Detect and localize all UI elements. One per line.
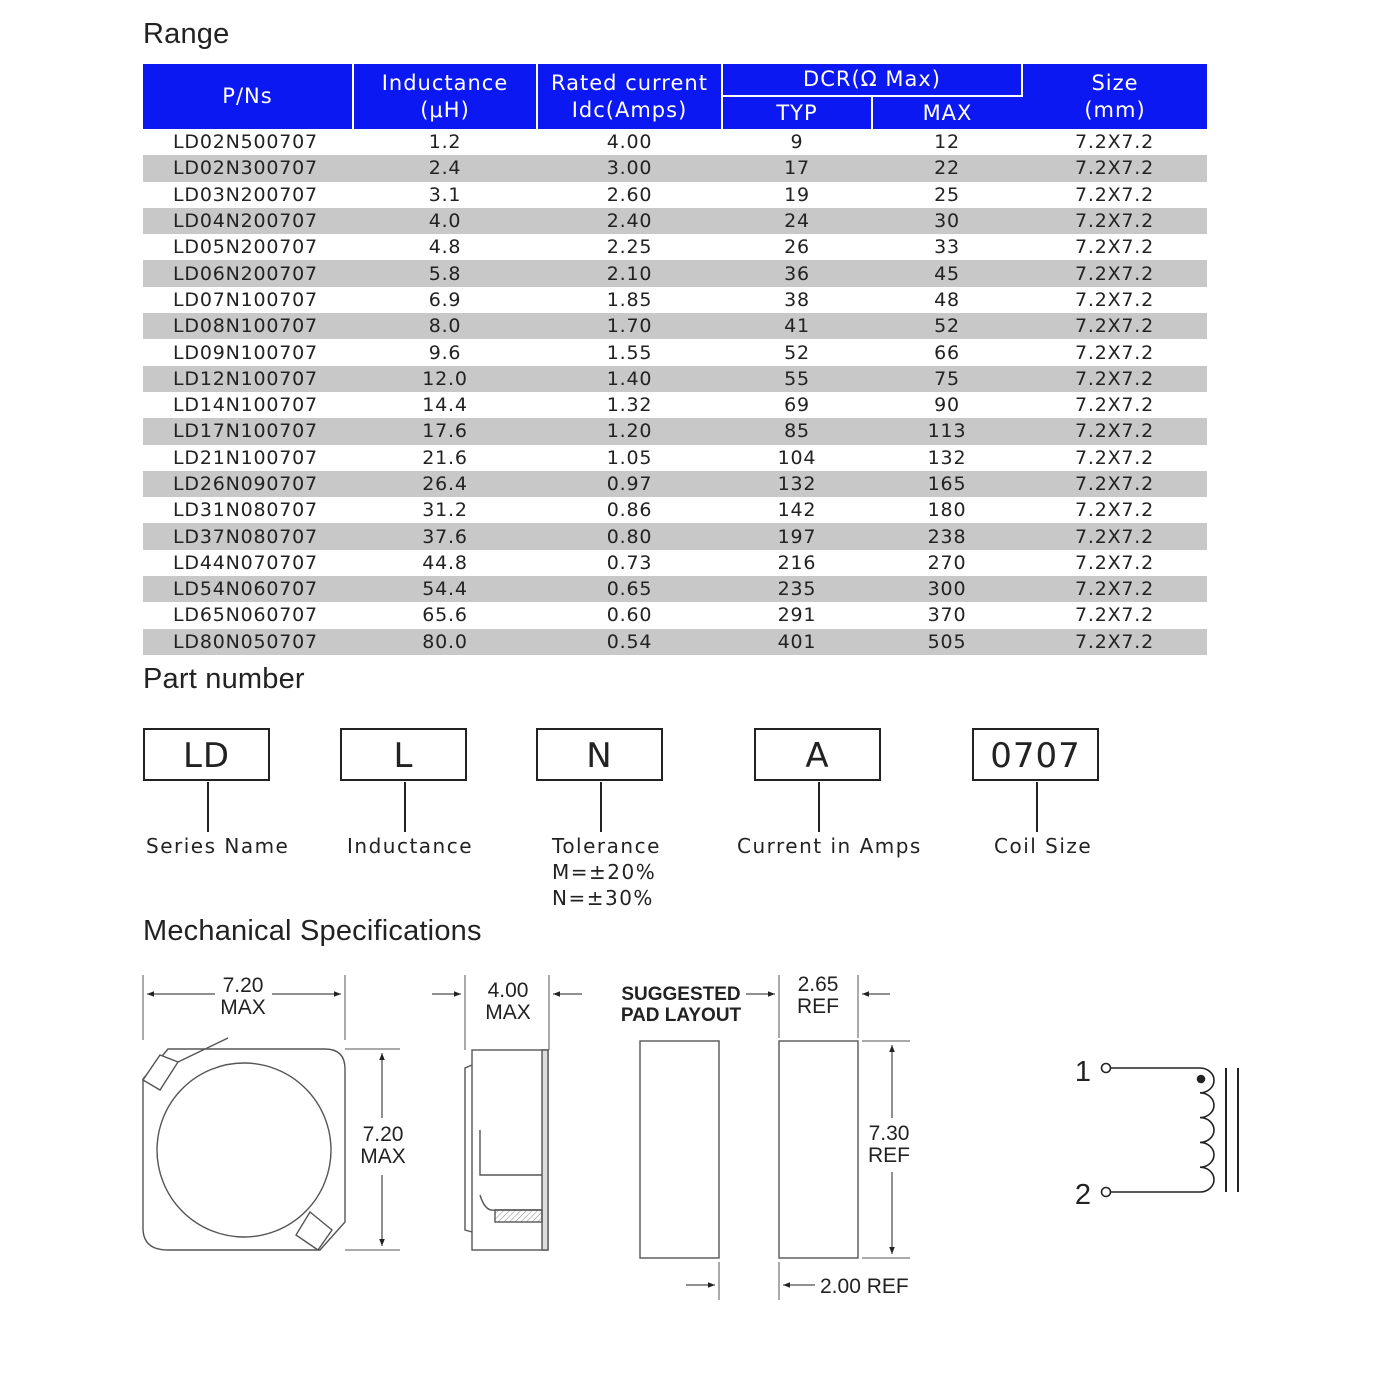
- cell-size: 7.2X7.2: [1074, 131, 1155, 154]
- cell-inductance: 9.6: [428, 341, 462, 364]
- cell-part-number: LD21N100707: [173, 446, 318, 469]
- cell-dcr-typ: 24: [722, 208, 872, 234]
- table-row: [143, 392, 1207, 418]
- cell-dcr-max: 33: [934, 236, 960, 259]
- header-inductance: Inductance (μH): [353, 64, 537, 129]
- cell-rated-current: 0.97: [537, 471, 722, 497]
- cell-rated-current: 1.85: [606, 288, 653, 311]
- cell-dcr-typ: 216: [777, 551, 817, 574]
- cell-dcr-max: 505: [872, 629, 1022, 655]
- cell-size: 7.2X7.2: [1074, 288, 1155, 311]
- pn-connector: [818, 782, 820, 832]
- table-row: [143, 629, 1207, 655]
- cell-inductance: 3.1: [428, 183, 462, 206]
- header-rated-current: Rated current Idc(Amps): [537, 64, 722, 129]
- cell-rated-current: 2.40: [537, 208, 722, 234]
- pn-tolerance-n: N=±30%: [552, 886, 654, 910]
- cell-dcr-typ: 19: [784, 183, 810, 206]
- cell-rated-current: 2.60: [606, 183, 653, 206]
- table-row: [143, 208, 1207, 234]
- cell-dcr-max: 12: [934, 131, 960, 154]
- cell-inductance: 44.8: [422, 551, 468, 574]
- cell-part-number: LD06N200707: [143, 260, 353, 286]
- pn-connector: [404, 782, 406, 832]
- cell-dcr-max: 238: [872, 523, 1022, 549]
- cell-dcr-typ: 69: [784, 394, 810, 417]
- cell-part-number: LD08N100707: [143, 313, 353, 339]
- cell-dcr-typ: 55: [722, 366, 872, 392]
- cell-dcr-max: 300: [872, 576, 1022, 602]
- top-width-unit: MAX: [220, 996, 266, 1019]
- cell-size: 7.2X7.2: [1022, 155, 1207, 181]
- cell-dcr-typ: 132: [722, 471, 872, 497]
- cell-dcr-max: 165: [872, 471, 1022, 497]
- header-size: Size (mm): [1022, 64, 1207, 129]
- cell-size: 7.2X7.2: [1074, 446, 1155, 469]
- cell-part-number: LD09N100707: [173, 341, 318, 364]
- cell-rated-current: 1.05: [606, 446, 653, 469]
- cell-inductance: 54.4: [353, 576, 537, 602]
- top-width-value: 7.20: [222, 974, 264, 997]
- table-row: [143, 287, 1207, 313]
- cell-dcr-max: 132: [927, 446, 967, 469]
- pin-1-label: 1: [1074, 1056, 1092, 1088]
- pad-layout-title-2: PAD LAYOUT: [620, 1005, 742, 1026]
- side-width-value: 4.00: [487, 979, 529, 1002]
- cell-inductance: 65.6: [422, 604, 468, 627]
- cell-dcr-typ: 36: [722, 260, 872, 286]
- cell-dcr-max: 52: [872, 313, 1022, 339]
- table-row: [143, 523, 1207, 549]
- cell-dcr-typ: 52: [784, 341, 810, 364]
- cell-rated-current: 0.73: [606, 551, 653, 574]
- table-row: [143, 366, 1207, 392]
- cell-size: 7.2X7.2: [1022, 260, 1207, 286]
- cell-size: 7.2X7.2: [1074, 236, 1155, 259]
- cell-dcr-max: 75: [872, 366, 1022, 392]
- cell-part-number: LD31N080707: [173, 499, 318, 522]
- table-row: [143, 155, 1207, 181]
- pad-height-unit: REF: [868, 1144, 910, 1167]
- pn-label-coil-size: Coil Size: [994, 834, 1093, 858]
- cell-dcr-max: 270: [927, 551, 967, 574]
- cell-dcr-typ: 291: [777, 604, 817, 627]
- cell-dcr-typ: 41: [722, 313, 872, 339]
- pn-box-coil-size: 0707: [972, 728, 1099, 781]
- cell-dcr-max: 22: [872, 155, 1022, 181]
- cell-inductance: 4.8: [428, 236, 462, 259]
- cell-dcr-max: 370: [927, 604, 967, 627]
- cell-dcr-typ: 104: [777, 446, 817, 469]
- cell-dcr-max: 180: [927, 499, 967, 522]
- cell-rated-current: 0.80: [537, 523, 722, 549]
- table-row: [143, 339, 1207, 365]
- cell-inductance: 31.2: [422, 499, 468, 522]
- cell-dcr-typ: 85: [722, 418, 872, 444]
- top-view: [143, 975, 400, 1250]
- table-row: [143, 260, 1207, 286]
- side-width-unit: MAX: [485, 1001, 531, 1024]
- mechanical-title: Mechanical Specifications: [143, 915, 482, 947]
- cell-dcr-max: 45: [872, 260, 1022, 286]
- cell-rated-current: 1.32: [606, 394, 653, 417]
- cell-size: 7.2X7.2: [1074, 604, 1155, 627]
- cell-inductance: 6.9: [428, 288, 462, 311]
- cell-part-number: LD26N090707: [143, 471, 353, 497]
- cell-dcr-typ: 17: [722, 155, 872, 181]
- cell-rated-current: 0.86: [606, 499, 653, 522]
- header-dcr-max: MAX: [872, 96, 1022, 129]
- table-row: [143, 182, 1207, 208]
- cell-dcr-typ: 401: [722, 629, 872, 655]
- header-dcr-typ: TYP: [722, 96, 872, 129]
- cell-dcr-max: 30: [872, 208, 1022, 234]
- cell-size: 7.2X7.2: [1074, 183, 1155, 206]
- cell-dcr-max: 66: [934, 341, 960, 364]
- pn-box-series: LD: [143, 728, 270, 781]
- pad-gap-label: 2.00 REF: [820, 1275, 909, 1298]
- cell-size: 7.2X7.2: [1074, 499, 1155, 522]
- cell-rated-current: 0.65: [537, 576, 722, 602]
- table-row: [143, 471, 1207, 497]
- range-title: Range: [143, 18, 230, 50]
- header-pn: P/Ns: [143, 64, 353, 129]
- pn-box-tolerance: N: [536, 728, 663, 781]
- cell-size: 7.2X7.2: [1074, 551, 1155, 574]
- cell-rated-current: 0.60: [606, 604, 653, 627]
- cell-part-number: LD14N100707: [173, 394, 318, 417]
- cell-part-number: LD17N100707: [143, 418, 353, 444]
- cell-dcr-max: 48: [934, 288, 960, 311]
- cell-inductance: 12.0: [353, 366, 537, 392]
- cell-size: 7.2X7.2: [1074, 341, 1155, 364]
- cell-rated-current: 1.20: [537, 418, 722, 444]
- pn-connector: [600, 782, 602, 832]
- cell-part-number: LD44N070707: [173, 551, 318, 574]
- cell-rated-current: 4.00: [606, 131, 653, 154]
- cell-inductance: 21.6: [422, 446, 468, 469]
- pin-2-label: 2: [1074, 1179, 1092, 1211]
- table-row: [143, 445, 1207, 471]
- cell-part-number: LD02N500707: [173, 131, 318, 154]
- pn-box-current: A: [754, 728, 881, 781]
- cell-dcr-max: 90: [934, 394, 960, 417]
- cell-inductance: 14.4: [422, 394, 468, 417]
- cell-size: 7.2X7.2: [1022, 523, 1207, 549]
- cell-inductance: 80.0: [353, 629, 537, 655]
- cell-rated-current: 1.70: [537, 313, 722, 339]
- cell-dcr-typ: 38: [784, 288, 810, 311]
- cell-dcr-typ: 197: [722, 523, 872, 549]
- range-table: [143, 64, 1207, 655]
- cell-size: 7.2X7.2: [1022, 208, 1207, 234]
- cell-rated-current: 1.55: [606, 341, 653, 364]
- cell-size: 7.2X7.2: [1022, 418, 1207, 444]
- header-dcr: DCR(Ω Max): [722, 64, 1022, 96]
- cell-rated-current: 2.10: [537, 260, 722, 286]
- pn-tolerance-m: M=±20%: [552, 860, 657, 884]
- table-row: [143, 576, 1207, 602]
- table-row: [143, 129, 1207, 155]
- cell-inductance: 17.6: [353, 418, 537, 444]
- cell-part-number: LD12N100707: [143, 366, 353, 392]
- cell-size: 7.2X7.2: [1022, 471, 1207, 497]
- cell-rated-current: 1.40: [537, 366, 722, 392]
- cell-part-number: LD05N200707: [173, 236, 318, 259]
- cell-size: 7.2X7.2: [1022, 629, 1207, 655]
- cell-inductance: 1.2: [428, 131, 462, 154]
- table-row: [143, 418, 1207, 444]
- cell-rated-current: 0.54: [537, 629, 722, 655]
- pn-connector: [1036, 782, 1038, 832]
- cell-dcr-max: 25: [934, 183, 960, 206]
- top-height-value: 7.20: [362, 1123, 404, 1146]
- pn-label-series: Series Name: [146, 834, 290, 858]
- cell-inductance: 4.0: [353, 208, 537, 234]
- pn-label-current: Current in Amps: [737, 834, 922, 858]
- cell-inductance: 5.8: [353, 260, 537, 286]
- cell-size: 7.2X7.2: [1022, 313, 1207, 339]
- cell-dcr-typ: 142: [777, 499, 817, 522]
- cell-size: 7.2X7.2: [1074, 394, 1155, 417]
- pad-width-unit: REF: [797, 995, 839, 1018]
- table-row: [143, 497, 1207, 523]
- cell-inductance: 2.4: [353, 155, 537, 181]
- cell-dcr-max: 113: [872, 418, 1022, 444]
- pn-label-inductance: Inductance: [347, 834, 474, 858]
- cell-part-number: LD65N060707: [173, 604, 318, 627]
- cell-rated-current: 2.25: [606, 236, 653, 259]
- part-number-title: Part number: [143, 663, 305, 695]
- cell-part-number: LD80N050707: [143, 629, 353, 655]
- top-height-unit: MAX: [360, 1145, 406, 1168]
- pn-connector: [207, 782, 209, 832]
- cell-part-number: LD02N300707: [143, 155, 353, 181]
- cell-inductance: 26.4: [353, 471, 537, 497]
- cell-part-number: LD04N200707: [143, 208, 353, 234]
- cell-part-number: LD07N100707: [173, 288, 318, 311]
- pad-width-value: 2.65: [797, 973, 839, 996]
- cell-dcr-typ: 26: [784, 236, 810, 259]
- pad-layout-title-1: SUGGESTED: [621, 984, 741, 1005]
- table-row: [143, 234, 1207, 260]
- cell-dcr-typ: 9: [790, 131, 804, 154]
- pad-height-value: 7.30: [868, 1122, 910, 1145]
- cell-inductance: 37.6: [353, 523, 537, 549]
- cell-size: 7.2X7.2: [1022, 576, 1207, 602]
- cell-part-number: LD54N060707: [143, 576, 353, 602]
- cell-rated-current: 3.00: [537, 155, 722, 181]
- cell-inductance: 8.0: [353, 313, 537, 339]
- cell-part-number: LD37N080707: [143, 523, 353, 549]
- mechanical-drawing: [0, 960, 1400, 1310]
- cell-dcr-typ: 235: [722, 576, 872, 602]
- table-row: [143, 602, 1207, 628]
- cell-part-number: LD03N200707: [173, 183, 318, 206]
- table-row: [143, 550, 1207, 576]
- pn-box-inductance: L: [340, 728, 467, 781]
- table-row: [143, 313, 1207, 339]
- cell-size: 7.2X7.2: [1022, 366, 1207, 392]
- pn-label-tolerance: Tolerance: [552, 834, 661, 858]
- inductor-schematic: [1102, 1064, 1239, 1197]
